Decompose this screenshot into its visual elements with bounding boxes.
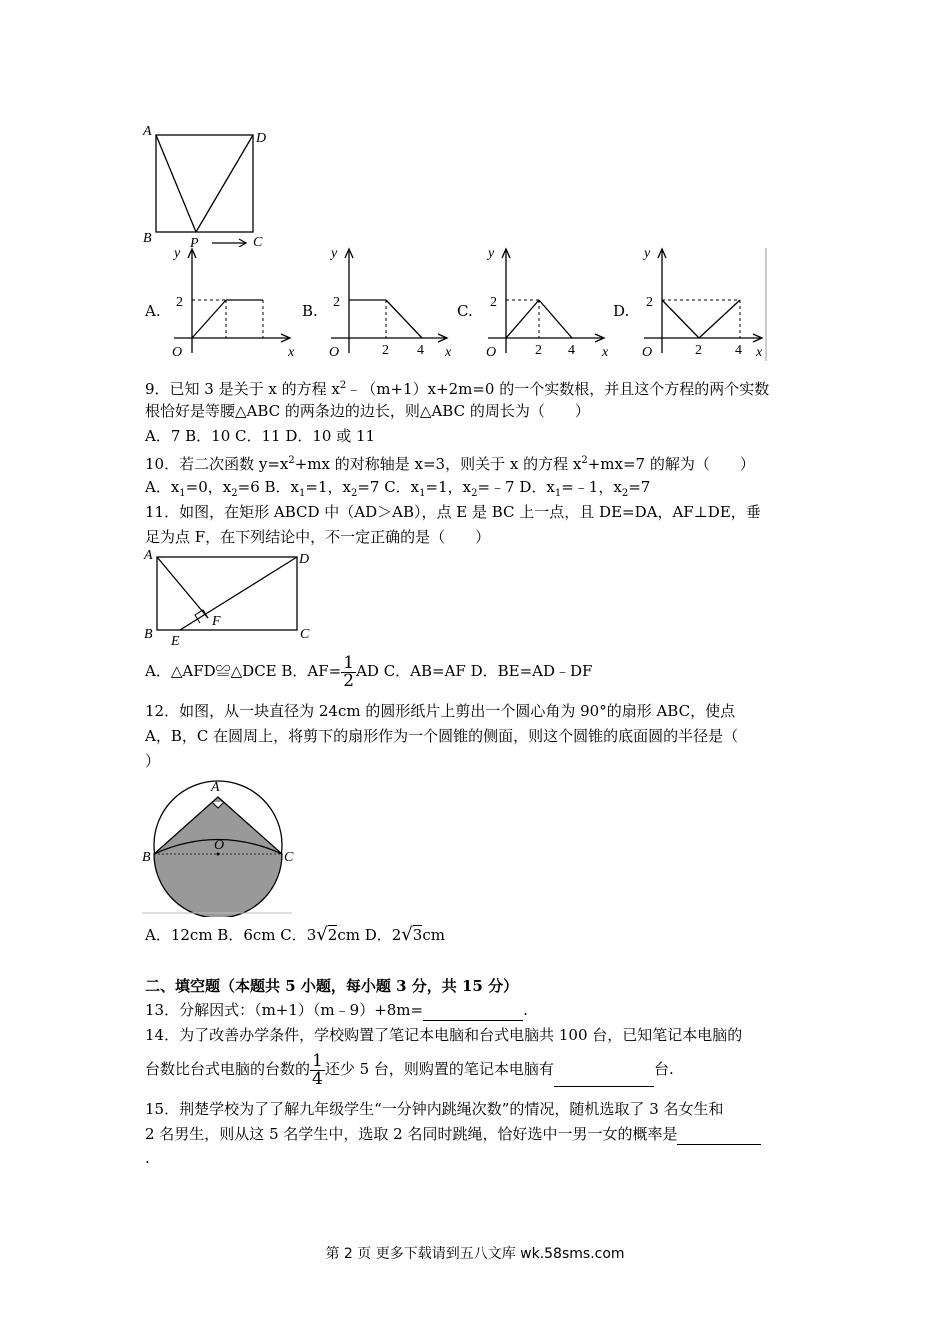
q10-sub: 1	[299, 488, 306, 499]
q9-line1	[145, 376, 769, 399]
q13-answer-blank[interactable]	[423, 1000, 523, 1021]
fraction-quarter	[310, 1050, 325, 1089]
q12-circle-figure	[140, 775, 300, 917]
tick-label: 2	[695, 343, 702, 358]
axis-x-label: x	[602, 345, 609, 360]
label-a: A	[211, 780, 220, 795]
label-b: B	[142, 850, 151, 865]
q11-opt-b: AD C．AB=AF D．BE=AD﹣DF	[356, 662, 593, 680]
q9-text-b: ﹣（m+1）x+2m=0 的一个实数根，并且这个方程的两个实数	[346, 380, 770, 398]
q15-line1: 15．荆楚学校为了了解九年级学生“一分钟内跳绳次数”的情况，随机选取了 3 名女生和	[145, 1100, 724, 1118]
q12-opt-b: cm D．2	[337, 926, 402, 944]
tick-label: 2	[382, 343, 389, 358]
label-o: O	[214, 838, 225, 853]
origin-label: O	[642, 345, 653, 360]
label-c: C	[300, 627, 310, 642]
q13-end: .	[523, 1001, 528, 1019]
origin-label: O	[172, 345, 183, 360]
label-f: F	[212, 614, 221, 629]
q8-graph-a	[168, 243, 303, 361]
label-d: D	[299, 552, 310, 567]
frac-num: 1	[343, 652, 355, 673]
q10-sup2: 2	[581, 455, 588, 466]
q14-text-a: 台数比台式电脑的台数的	[145, 1060, 311, 1078]
q11-rectangle-figure	[140, 545, 320, 647]
frac-num: 1	[312, 1050, 323, 1071]
q13-line	[145, 1000, 528, 1021]
label-c: C	[284, 850, 294, 865]
label-c: C	[253, 235, 263, 247]
tick-label: 4	[568, 343, 575, 358]
q8-graph-c	[482, 243, 617, 361]
label-a: A	[144, 548, 153, 563]
q15-answer-blank[interactable]	[677, 1124, 761, 1145]
q10-opt-part: =0，x	[185, 478, 232, 496]
q12-opt-c: cm	[422, 926, 445, 944]
y-value-label: 2	[490, 295, 497, 310]
q8-option-a-label: A.	[145, 302, 161, 320]
q8-option-b-label: B.	[302, 302, 318, 320]
q10-opt-part: =6 B．x	[237, 478, 299, 496]
q10-text-c: +mx=7 的解为（ ）	[587, 455, 755, 473]
q10-opt-part: =7 C．x	[357, 478, 420, 496]
q9-text-a: 9．已知 3 是关于 x 的方程 x	[145, 380, 340, 398]
origin-label: O	[486, 345, 497, 360]
tick-label: 4	[735, 343, 742, 358]
q10-opt-part: =7	[628, 478, 651, 496]
axis-x-label: x	[756, 345, 763, 360]
axis-y-label: y	[174, 246, 181, 261]
q10-sub: 1	[554, 488, 562, 499]
label-b: B	[144, 627, 153, 642]
q9-sup: 2	[339, 380, 347, 391]
q10-sub: 2	[471, 488, 478, 499]
q8-square-figure	[140, 122, 280, 247]
radicand-1: 2	[327, 926, 338, 944]
q10-options	[145, 477, 650, 504]
q11-opt-a: A．△AFD≌△DCE B．AF=	[145, 662, 342, 680]
square-diagram	[140, 122, 280, 247]
q10-sub: 1	[179, 488, 186, 499]
label-e: E	[171, 634, 180, 647]
frac-den: 2	[343, 670, 355, 691]
q14-text-b: 还少 5 台，则购置的笔记本电脑有	[324, 1060, 554, 1078]
q12-line1: 12．如图，从一块直径为 24cm 的圆形纸片上剪出一个圆心角为 90°的扇形 ABC，使点	[145, 702, 736, 720]
q10-sup1: 2	[288, 455, 295, 466]
q10-opt-part: =1，x	[305, 478, 351, 496]
q12-line3: ）	[145, 752, 161, 770]
axis-y-label: y	[331, 246, 338, 261]
q8-graph-b	[325, 243, 460, 361]
q11-line2: 足为点 F，在下列结论中，不一定正确的是（ ）	[145, 528, 491, 546]
q10-opt-part: =﹣1，x	[561, 478, 622, 496]
sqrt-symbol: √	[401, 924, 413, 945]
q10-sub: 2	[350, 488, 358, 499]
q12-opt-a: A．12cm B．6cm C．3	[145, 926, 317, 944]
q8-option-c-label: C.	[457, 302, 473, 320]
q12-line2: A，B，C 在圆周上，将剪下的扇形作为一个圆锥的侧面，则这个圆锥的底面圆的半径是（	[145, 727, 739, 745]
radicand-2: 3	[412, 926, 423, 944]
axis-y-label: y	[488, 246, 495, 261]
tick-label: 4	[417, 343, 424, 358]
origin-label: O	[329, 345, 340, 360]
q10-sub: 1	[419, 488, 426, 499]
q14-line2	[145, 1052, 674, 1088]
q13-text: 13．分解因式：（m+1）（m﹣9）+8m=	[145, 1001, 424, 1019]
label-a: A	[143, 124, 152, 139]
y-value-label: 2	[646, 295, 653, 310]
q8-option-d-label: D.	[613, 302, 630, 320]
q10-text-a: 10．若二次函数 y=x	[145, 455, 289, 473]
q11-options	[145, 654, 592, 690]
q10-opt-part: A．x	[145, 478, 180, 496]
q9-options: A．7 B．10 C．11 D．10 或 11	[145, 427, 376, 445]
tick-label: 2	[535, 343, 542, 358]
q15-line2	[145, 1124, 761, 1145]
label-p: P	[190, 236, 199, 247]
q14-line1: 14．为了改善办学条件，学校购置了笔记本电脑和台式电脑共 100 台，已知笔记本电脑的	[145, 1026, 743, 1044]
q14-answer-blank[interactable]	[554, 1052, 654, 1087]
q10-text-b: +mx 的对称轴是 x=3，则关于 x 的方程 x	[294, 455, 582, 473]
axis-x-label: x	[288, 345, 295, 360]
axis-x-label: x	[445, 345, 452, 360]
y-value-label: 2	[176, 295, 183, 310]
q11-line1: 11．如图，在矩形 ABCD 中（AD＞AB），点 E 是 BC 上一点，且 DE=DA，AF⊥DE，垂	[145, 503, 761, 521]
frac-den: 4	[312, 1068, 323, 1089]
q9-line2: 根恰好是等腰△ABC 的两条边的边长，则△ABC 的周长为（ ）	[145, 402, 590, 420]
q10-line1	[145, 451, 755, 474]
page-footer: 第 2 页 更多下载请到五八文库 wk.58sms.com	[325, 1246, 625, 1262]
label-d: D	[256, 131, 267, 146]
q14-text-c: 台.	[653, 1060, 674, 1078]
sqrt-symbol: √	[316, 924, 328, 945]
axis-y-label: y	[644, 246, 651, 261]
q10-opt-part: =1，x	[425, 478, 472, 496]
fraction-half	[341, 652, 356, 691]
label-b: B	[143, 231, 152, 246]
y-value-label: 2	[333, 295, 340, 310]
q15-line3: .	[145, 1149, 150, 1167]
section-2-heading: 二、填空题（本题共 5 小题，每小题 3 分，共 15 分）	[145, 977, 519, 995]
q8-graph-d	[638, 243, 773, 361]
q12-options	[145, 925, 445, 945]
q10-sub: 2	[621, 488, 629, 499]
q10-opt-part: =﹣7 D．x	[477, 478, 555, 496]
q15-text: 2 名男生，则从这 5 名学生中，选取 2 名同时跳绳，恰好选中一男一女的概率是	[145, 1125, 678, 1143]
q10-sub: 2	[231, 488, 238, 499]
